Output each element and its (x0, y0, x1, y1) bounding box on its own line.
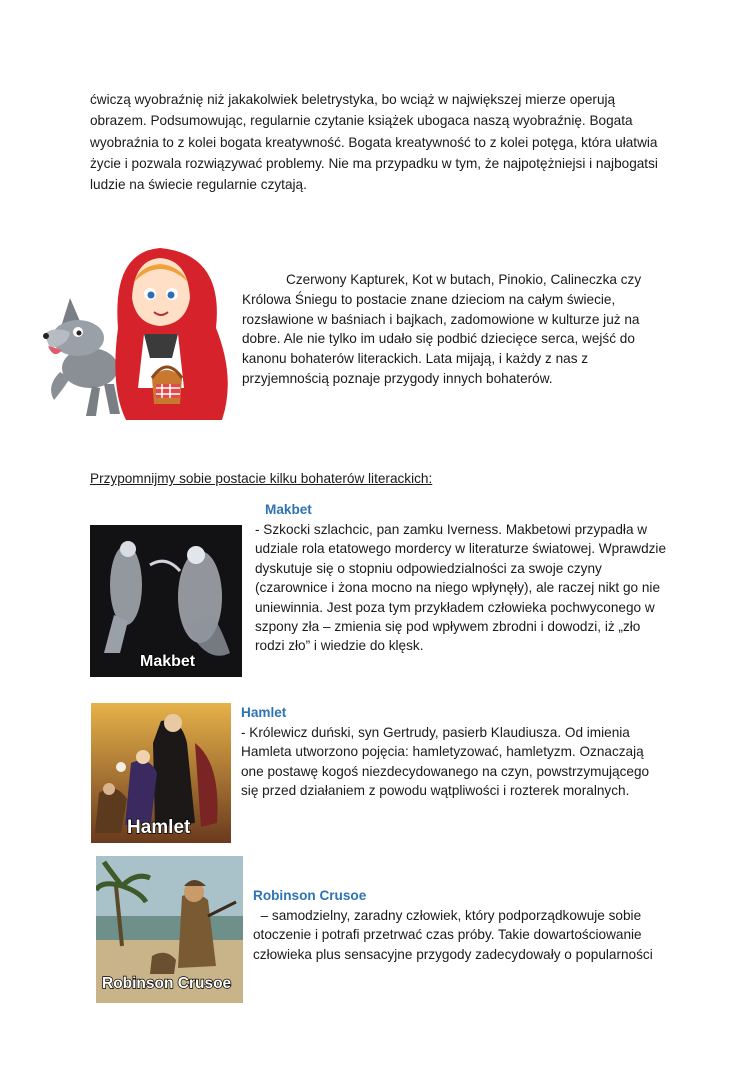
red-riding-hood-paragraph: Czerwony Kapturek, Kot w butach, Pinokio, Calineczka czy Królowa Śniegu to postacie znane dzieciom na całym świecie, rozsławione w baśniach i bajkach, zadomowione w kulturze już na dobre. Ale nie tylko im udało się podbić dziecięce serca, wejść do kanonu bohaterów literackich. Lata mijają, i każdy z nas z przyjemnością poznaje przygody innych bohaterów. (242, 272, 642, 386)
red-riding-hood-illustration (40, 238, 232, 430)
intro-paragraph: ćwiczą wyobraźnię niż jakakolwiek beletrystyka, bo wciąż w największej mierze operują obrazem. Podsumowując, regularnie czytanie książek ubogaca naszą wyobraźnię. Bogata wyobraźnia to z kolei bogata kreatywność. Bogata kreatywność to z kolei potęga, która ułatwia życie i pozwala rozwiązywać problemy. Nie ma przypadku w tym, że najpotężniejsi i najbogatsi ludzie na świecie regularnie czytają. (90, 92, 658, 193)
hamlet-description: - Królewicz duński, syn Gertrudy, pasierb Klaudiusza. Od imienia Hamleta utworzono pojęcia: hamletyzować, hamletyzm. Oznaczają one postawę kogoś niezdecydowanego na czyn, powstrzymującego się przed działaniem z powodu wątpliwości i rozterek moralnych. (241, 725, 650, 799)
hamlet-image (91, 703, 231, 843)
makbet-name: Makbet (265, 502, 312, 517)
girl-figure (115, 248, 227, 420)
section-heading: Przypomnijmy sobie postacie kilku bohaterów literackich: (90, 471, 433, 486)
robinson-image-caption: Robinson Crusoe (102, 975, 232, 992)
hamlet-image-caption: Hamlet (127, 817, 191, 838)
robinson-crusoe-name: Robinson Crusoe (253, 888, 367, 903)
makbet-image-caption: Makbet (140, 653, 196, 670)
makbet-image (90, 525, 242, 677)
hamlet-name: Hamlet (241, 705, 287, 720)
makbet-description: - Szkocki szlachcic, pan zamku Iverness. Makbetowi przypadła w udziale rola etatowego mordercy w literaturze światowej. Wprawdzie dyskutuje się o stopniu odpowiedzialności za swoje czyny (czarownice i żona mocno na niego wpłynęły), ale raczej nikt go nie uniewinnia. Jest poza tym przykładem człowieka pochwyconego w szpony zła – zmienia się pod wpływem zbrodni i dowodzi, iż „zło rodzi zło” i wiedzie do klęsk. (255, 522, 667, 654)
wolf-figure (43, 298, 120, 416)
robinson-crusoe-description: – samodzielny, zaradny człowiek, który podporządkowuje sobie otoczenie i potrafi przetrwać czas próby. Takie dowartościowanie człowieka plus sensacyjne przygody zadecydowały o popularności (253, 908, 653, 962)
robinson-crusoe-image (96, 856, 243, 1003)
